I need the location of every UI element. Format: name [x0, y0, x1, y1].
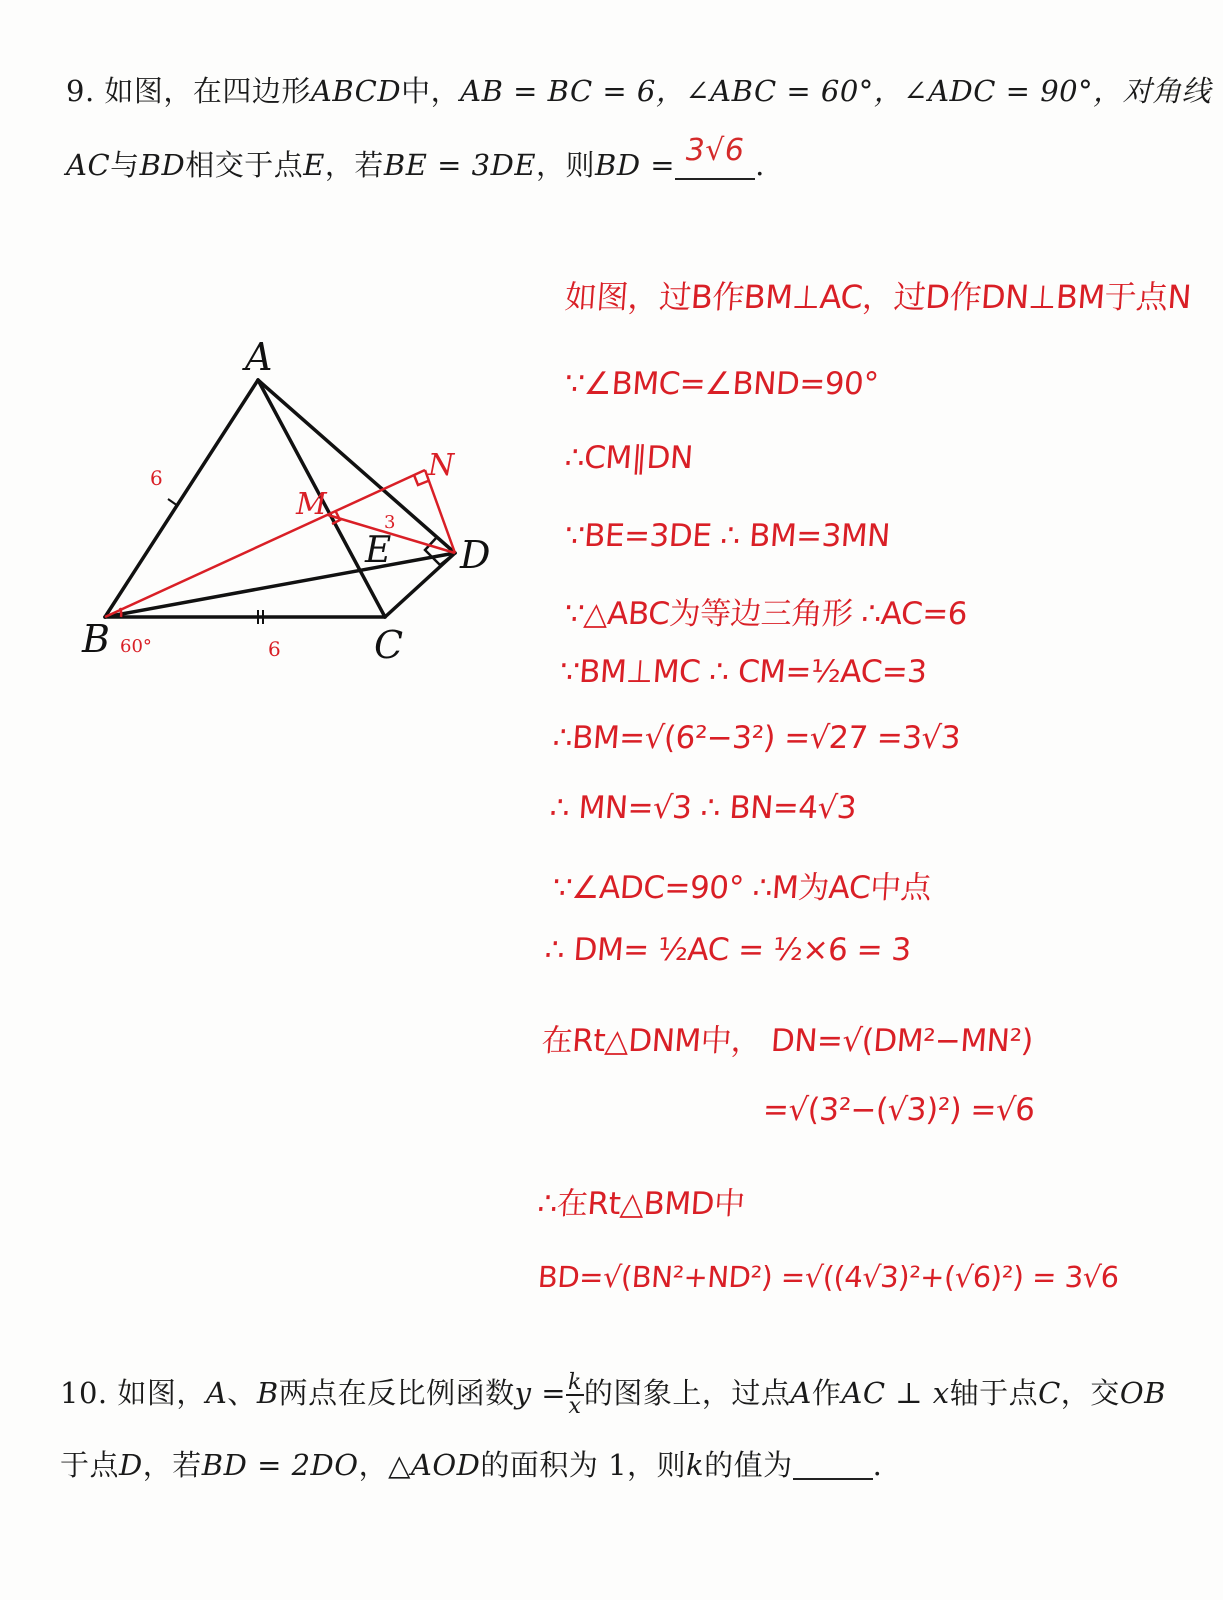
fraction-denominator: x	[568, 1394, 582, 1419]
q10-text: 两点在反比例函数	[278, 1376, 515, 1410]
q9-math: E	[303, 148, 325, 182]
solution-line: 在Rt△DNM中， DN=√(DM²−MN²)	[540, 1023, 1035, 1059]
q9-math: AB = BC = 6，∠ABC = 60°，∠ADC = 90°，对角线	[460, 74, 1212, 108]
segment-bd	[105, 553, 455, 617]
q9-math: ABCD	[310, 74, 402, 108]
q10-text: 、	[227, 1376, 257, 1410]
solution-line: BD=√(BN²+ND²) =√((4√3)²+(√6)²) = 3√6	[536, 1260, 1120, 1294]
label-e: E	[365, 530, 392, 571]
q10-line2	[60, 1450, 882, 1480]
q10-math: AC ⊥ x	[841, 1376, 950, 1410]
geometry-figure	[70, 330, 610, 690]
solution-line: 如图，过B作BM⊥AC，过D作DN⊥BM于点N	[563, 278, 1193, 316]
q9-text: 与	[110, 148, 140, 182]
q10-math: y =	[514, 1376, 567, 1410]
q10-math: C	[1038, 1376, 1061, 1410]
solution-line: ∵△ABC为等边三角形 ∴AC=6	[563, 596, 969, 632]
q9-text: 相交于点	[185, 148, 304, 182]
q9-text: 中，	[401, 74, 461, 108]
solution-line: ∵∠BMC=∠BND=90°	[563, 366, 880, 402]
solution-line: ∵BM⊥MC ∴ CM=½AC=3	[558, 654, 928, 690]
q10-math: D	[119, 1448, 143, 1482]
q10-text: 的面积为 1，则	[480, 1448, 687, 1482]
q9-math: BE = 3DE	[383, 148, 537, 182]
solution-line: ∵∠ADC=90° ∴M为AC中点	[551, 870, 933, 906]
label-bc-length: 6	[268, 637, 281, 661]
q9-line1	[66, 76, 1211, 106]
q10-math: AOD	[410, 1448, 481, 1482]
label-ab-length: 6	[150, 466, 163, 490]
fraction-numerator: k	[568, 1370, 582, 1395]
solution-line: =√(3²−(√3)²) =√6	[761, 1092, 1036, 1128]
q9-math: BD	[139, 148, 186, 182]
q9-math: AC	[66, 148, 111, 182]
label-b: B	[82, 617, 110, 661]
q10-text: 10. 如图，	[60, 1376, 206, 1410]
q10-text: 轴于点	[949, 1376, 1039, 1410]
q10-math: B	[256, 1376, 279, 1410]
q10-math: A	[790, 1376, 812, 1410]
q10-math: k	[686, 1448, 705, 1482]
solution-line: ∴ MN=√3 ∴ BN=4√3	[548, 790, 858, 826]
label-m: M	[296, 487, 327, 522]
label-mn-length: 3	[384, 512, 396, 533]
label-n: N	[428, 448, 455, 483]
q10-text: 的图象上，过点	[583, 1376, 791, 1410]
solution-line: ∵BE=3DE ∴ BM=3MN	[563, 518, 892, 554]
solution-line: ∴在Rt△BMD中	[536, 1186, 746, 1222]
q10-text: .	[872, 1448, 883, 1482]
q9-math: BD =	[595, 148, 676, 182]
red-right-angle-n	[414, 475, 428, 485]
label-angle-b: 60°	[120, 636, 152, 657]
q10-text: 的值为	[704, 1448, 793, 1482]
q9-text: ，若	[324, 148, 384, 182]
fraction-k-over-x	[566, 1372, 584, 1418]
q9-text: 9. 如图，在四边形	[66, 74, 311, 108]
q10-line1	[60, 1372, 1166, 1418]
q10-text: ，若	[142, 1448, 202, 1482]
label-a: A	[245, 335, 273, 379]
q9-text: ，则	[536, 148, 596, 182]
red-angle-arc-b	[120, 608, 121, 617]
label-d: D	[460, 533, 491, 577]
q10-math: A	[205, 1376, 228, 1410]
q10-text: ，交	[1060, 1376, 1120, 1410]
q9-line2	[66, 133, 765, 182]
q9-text: .	[755, 148, 765, 182]
solution-line: ∴ DM= ½AC = ½×6 = 3	[543, 932, 912, 968]
q10-text: 作	[811, 1376, 842, 1410]
tick-ab	[168, 499, 178, 506]
solution-line: ∴BM=√(6²−3²) =√27 =3√3	[551, 720, 962, 756]
q10-math: OB	[1119, 1376, 1166, 1410]
q10-math: BD = 2DO	[201, 1448, 359, 1482]
segment-ad	[258, 380, 455, 553]
q10-text: ，△	[358, 1448, 411, 1482]
q10-text: 于点	[60, 1448, 120, 1482]
q10-answer-blank[interactable]	[793, 1450, 873, 1480]
q9-answer-blank[interactable]	[675, 133, 755, 180]
label-c: C	[374, 623, 404, 667]
solution-line: ∴CM∥DN	[563, 440, 694, 476]
q9-answer: 3√6	[685, 133, 745, 168]
